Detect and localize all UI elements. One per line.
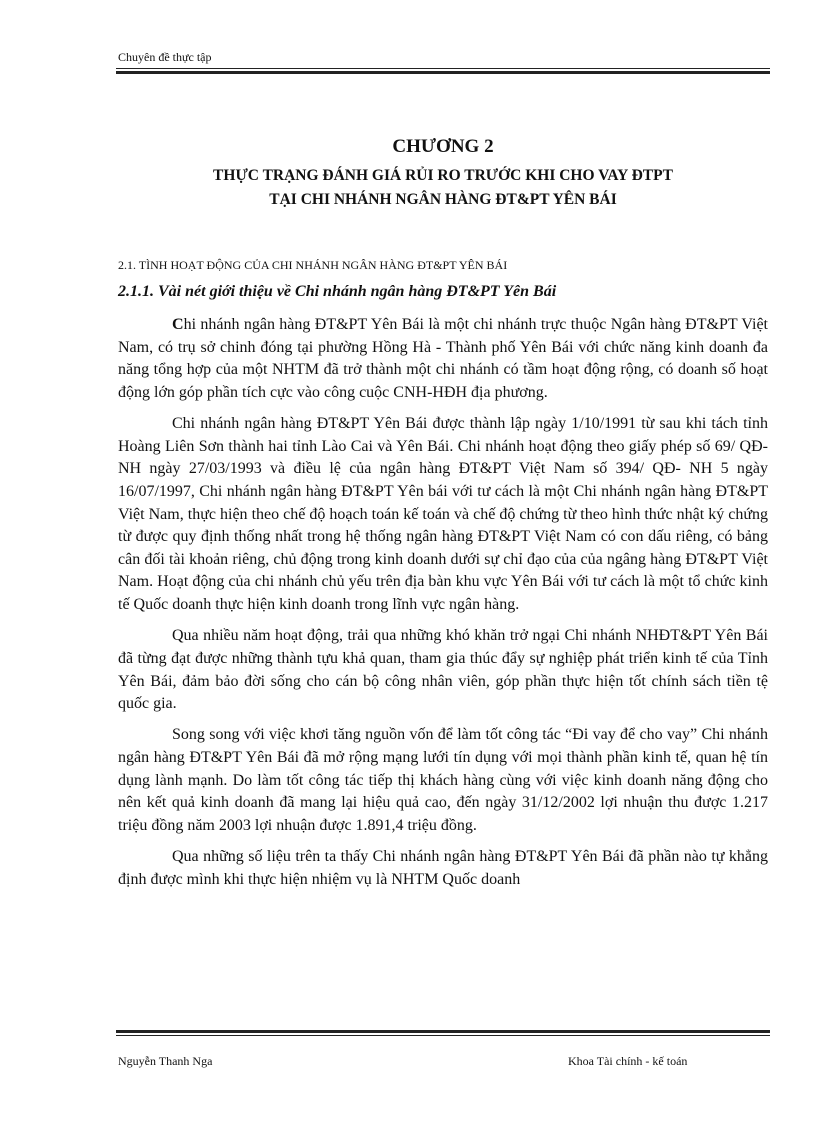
chapter-title-line1: THỰC TRẠNG ĐÁNH GIÁ RỦI RO TRƯỚC KHI CHO VAY ĐTPT bbox=[213, 167, 673, 184]
footer-rule-thin bbox=[116, 1035, 770, 1036]
body-text bbox=[118, 314, 768, 900]
paragraph-5: Qua những số liệu trên ta thấy Chi nhánh ngân hàng ĐT&PT Yên Bái đã phần nào tự khẳng định được mình khi thực hiện nhiệm vụ là NHTM Quốc doanh bbox=[118, 848, 768, 888]
section-heading: 2.1. TÌNH HOẠT ĐỘNG CỦA CHI NHÁNH NGÂN HÀNG ĐT&PT YÊN BÁI bbox=[118, 258, 508, 272]
footer-rule-thick bbox=[116, 1030, 770, 1033]
paragraph-2: Chi nhánh ngân hàng ĐT&PT Yên Bái được thành lập ngày 1/10/1991 từ sau khi tách tỉnh Hoàng Liên Sơn thành hai tỉnh Lào Cai và Yên Bái. Chi nhánh hoạt động theo giấy phép số 69/ QĐ- NH ngày 27/03/1993 và điều lệ của ngân hàng ĐT&PT Việt Nam số 394/ QĐ- NH 5 ngày 16/07/1997, Chi nhánh ngân hàng ĐT&PT Yên bái với tư cách là một Chi nhánh ngân hàng ĐT&PT Việt Nam, thực hiện theo chế độ hoạch toán kế toán và chế độ chứng từ theo hình thức nhật ký chứng từ được quy định thống nhất trong hệ thống ngân hàng ĐT&PT Việt Nam có con dấu riêng, có bảng cân đối tài khoản riêng, chủ động trong kinh doanh dưới sự chỉ đạo của của ngâng hàng ĐT&PT Việt Nam. Hoạt động của chi nhánh chủ yếu trên địa bàn khu vực Yên Bái với tư cách là một tổ chức kinh tế Quốc doanh thực hiện kinh doanh trong lĩnh vực ngân hàng. bbox=[118, 415, 768, 613]
chapter-number: CHƯƠNG 2 bbox=[392, 136, 494, 157]
chapter-title bbox=[116, 164, 770, 212]
subsection-heading: 2.1.1. Vài nét giới thiệu về Chi nhánh ngân hàng ĐT&PT Yên Bái bbox=[118, 283, 557, 300]
paragraph-3: Qua nhiều năm hoạt động, trải qua những khó khăn trở ngại Chi nhánh NHĐT&PT Yên Bái đã từng đạt được những thành tựu khả quan, tham gia thúc đẩy sự nghiệp phát triển kinh tế của Tỉnh Yên Bái, đảm bảo đời sống cho cán bộ công nhân viên, góp phần thực hiện tốt chính sách tiền tệ quốc gia. bbox=[118, 627, 768, 713]
footer-department: Khoa Tài chính - kế toán bbox=[568, 1054, 688, 1068]
footer-author: Nguyễn Thanh Nga bbox=[118, 1054, 213, 1068]
paragraph-4: Song song với việc khơi tăng nguồn vốn để làm tốt công tác “Đi vay để cho vay” Chi nhánh ngân hàng ĐT&PT Yên Bái đã mở rộng mạng lưới tín dụng với mọi thành phần kinh tế, quan hệ tín dụng lành mạnh. Do làm tốt công tác tiếp thị khách hàng cùng với việc kinh doanh năng động cho nên kết quả kinh doanh đã mang lại hiệu quả cao, đến ngày 31/12/2002 lợi nhuận thu được 1.217 triệu đồng năm 2003 lợi nhuận được 1.891,4 triệu đồng. bbox=[118, 726, 768, 834]
paragraph-1-text: hi nhánh ngân hàng ĐT&PT Yên Bái là một chi nhánh trực thuộc Ngân hàng ĐT&PT Việt Nam, có trụ sở chinh đóng tại phường Hồng Hà - Thành phố Yên Bái với chức năng kinh doanh đa năng tổng hợp của một NHTM đã trở thành một chi nhánh có tầm hoạt động rộng, có doanh số hoạt động lớn góp phần tích cực vào công cuộc CNH-HĐH địa phương. bbox=[118, 316, 768, 401]
header-rule-thick bbox=[116, 71, 770, 74]
paragraph-1 bbox=[118, 314, 768, 404]
header-rule-thin bbox=[116, 68, 770, 69]
chapter-title-line2: TẠI CHI NHÁNH NGÂN HÀNG ĐT&PT YÊN BÁI bbox=[269, 191, 617, 208]
header-title: Chuyên đề thực tập bbox=[118, 50, 212, 64]
paragraph-1-initial: C bbox=[172, 316, 184, 333]
